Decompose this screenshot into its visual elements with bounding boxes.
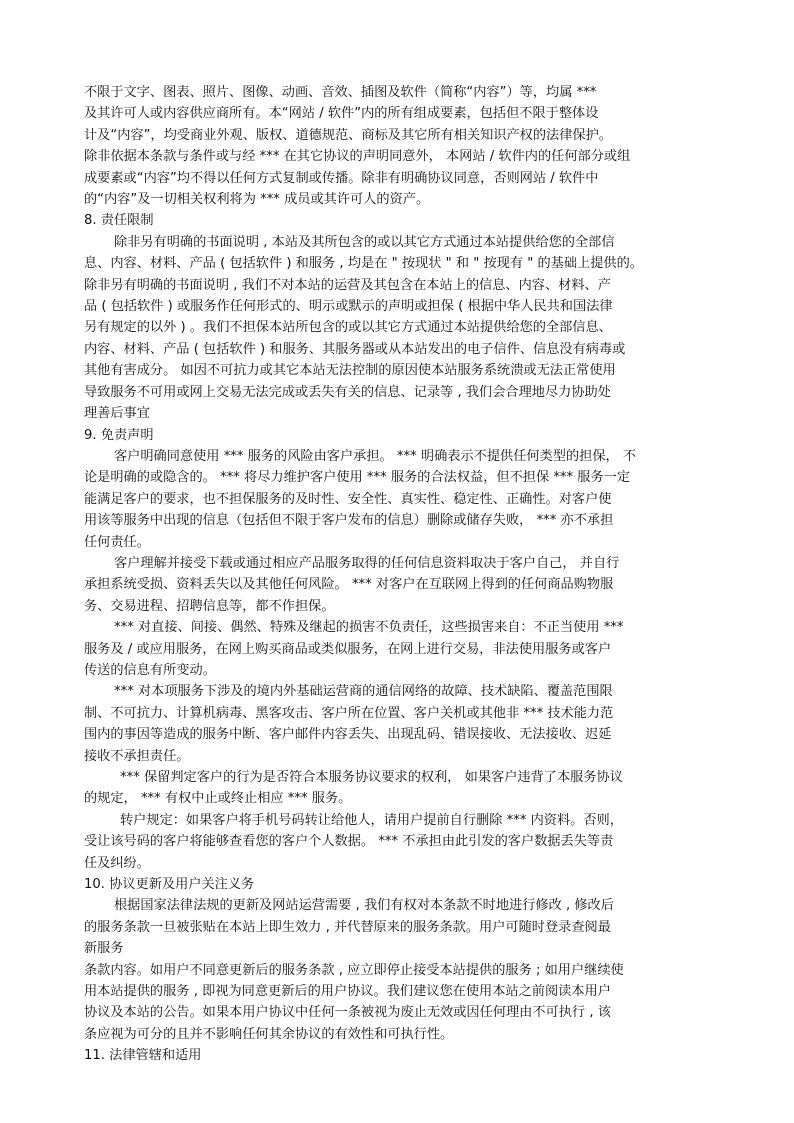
section-9-p3-line: *** 对直接、间接、偶然、特殊及继起的损害不负责任，这些损害来自：不正当使用 ***	[114, 620, 624, 636]
section-9-heading: 9. 免责声明	[84, 427, 154, 443]
section-8-line: 另有规定的以外 ) 。我们不担保本站所包含的或以其它方式通过本站提供给您的全部信息、	[84, 320, 612, 336]
section-9-p6-line: 任及纠纷。	[84, 855, 150, 871]
section-10-line: 新服务	[84, 941, 124, 957]
section-9-p2-line: 务、交易进程、招聘信息等，都不作担保。	[84, 598, 335, 614]
section-9-p1-line: 任何责任。	[84, 534, 150, 550]
section-9-p3-line: 传送的信息有所变动。	[84, 662, 216, 678]
intro-line: 计及“内容”，均受商业外观、版权、道德规范、商标及其它所有相关知识产权的法律保护。	[84, 127, 612, 143]
intro-line: 及其许可人或内容供应商所有。本“网站 / 软件”内的所有组成要素，包括但不限于整体设	[84, 106, 599, 122]
section-9-p5-line: *** 保留判定客户的行为是否符合本服务协议要求的权利， 如果客户违背了本服务协议	[120, 770, 623, 785]
section-10-line: 条款内容。如用户不同意更新后的服务条款 , 应立即停止接受本站提供的服务 ; 如用户继续使	[84, 962, 624, 978]
intro-line: 成要素或“内容”均不得以任何方式复制或传播。除非有明确协议同意，否则网站 / 软件中	[84, 170, 599, 186]
intro-line: 的“内容”及一切相关权利将为 *** 成员或其许可人的资产。	[84, 192, 430, 208]
section-10-line: 条应视为可分的且并不影响任何其余协议的有效性和可执行性。	[84, 1026, 454, 1042]
section-8-heading: 8. 责任限制	[84, 213, 154, 229]
section-9-p1-line: 能满足客户的要求，也不担保服务的及时性、安全性、真实性、稳定性、正确性。对客户使	[84, 491, 612, 507]
section-10-line: 用本站提供的服务 , 即视为同意更新后的用户协议。我们建议您在使用本站之前阅读本用户	[84, 984, 611, 1000]
section-11-heading: 11. 法律管辖和适用	[84, 1048, 202, 1064]
section-10-heading: 10. 协议更新及用户关注义务	[84, 877, 255, 893]
section-8-line: 其他有害成分。 如因不可抗力或其它本站无法控制的原因使本站服务系统溃或无法正常使用	[84, 363, 616, 379]
section-8-line: 理善后事宜	[84, 406, 150, 422]
intro-line: 不限于文字、图表、照片、图像、动画、音效、插图及软件（简称“内容”）等，均属 ***	[84, 85, 597, 100]
section-9-p6-line: 受让该号码的客户将能够查看您的客户个人数据。 *** 不承担由此引发的客户数据丢失等责	[84, 834, 614, 850]
section-8-line: 内容、材料、产品 ( 包括软件 ) 和服务、其服务器或从本站发出的电子信件、信息没有病毒或	[84, 341, 626, 357]
section-9-p1-line: 客户明确同意使用 *** 服务的风险由客户承担。 *** 明确表示不提供任何类型的担保， 不	[114, 448, 637, 464]
section-8-line: 导致服务不可用或网上交易无法完成或丢失有关的信息、记录等 , 我们会合理地尽力协助处	[84, 384, 611, 400]
section-8-line: 除非另有明确的书面说明 , 本站及其所包含的或以其它方式通过本站提供给您的全部信	[114, 234, 615, 250]
section-8-line: 品 ( 包括软件 ) 或服务作任何形式的、明示或默示的声明或担保 ( 根据中华人民共和国法律	[84, 299, 613, 315]
section-10-line: 的服务条款一旦被张贴在本站上即生效力 , 并代替原来的服务条款。用户可随时登录查阅最	[84, 919, 611, 935]
section-9-p4-line: *** 对本项服务下涉及的境内外基础运营商的通信网络的故障、技术缺陷、覆盖范围限	[114, 684, 613, 700]
section-8-line: 除非另有明确的书面说明 , 我们不对本站的运营及其包含在本站上的信息、内容、材料、产	[84, 277, 611, 293]
document-body	[84, 82, 716, 1067]
section-9-p4-line: 制、不可抗力、计算机病毒、黑客攻击、客户所在位置、客户关机或其他非 *** 技术能力范	[84, 705, 614, 721]
section-9-p3-line: 服务及 / 或应用服务，在网上购买商品或类似服务，在网上进行交易，非法使用服务或客户	[84, 641, 612, 657]
section-9-p4-line: 接收不承担责任。	[84, 748, 190, 764]
section-10-line: 根据国家法律法规的更新及网站运营需要 , 我们有权对本条款不时地进行修改 , 修改后	[114, 898, 614, 914]
section-9-p6-line: 转户规定：如果客户将手机号码转让给他人，请用户提前自行删除 *** 内资料。否则，	[120, 812, 623, 828]
section-9-p1-line: 论是明确的或隐含的。 *** 将尽力维护客户使用 *** 服务的合法权益，但不担保 *** 服务一定	[84, 470, 631, 486]
section-9-p2-line: 客户理解并接受下载或通过相应产品服务取得的任何信息资料取决于客户自己， 并自行	[114, 555, 620, 571]
section-8-line: 息、内容、材料、产品 ( 包括软件 ) 和服务 , 均是在 " 按现状 " 和 " 按现有 " 的基础上提供的。	[84, 256, 643, 272]
intro-line: 除非依据本条款与条件或与经 *** 在其它协议的声明同意外， 本网站 / 软件内的任何部分或组	[84, 149, 631, 165]
section-10-line: 协议及本站的公告。如果本用户协议中任何一条被视为废止无效或因任何理由不可执行 , 该	[84, 1005, 611, 1021]
section-9-p4-line: 围内的事因等造成的服务中断、客户邮件内容丢失、出现乱码、错误接收、无法接收、迟延	[84, 727, 612, 743]
section-9-p1-line: 用该等服务中出现的信息（包括但不限于客户发布的信息）删除或储存失败， *** 亦不承担	[84, 513, 614, 529]
section-9-p2-line: 承担系统受损、资料丢失以及其他任何风险。 *** 对客户在互联网上得到的任何商品购物服	[84, 577, 614, 593]
section-9-p5-line: 的规定， *** 有权中止或终止相应 *** 服务。	[84, 791, 352, 807]
